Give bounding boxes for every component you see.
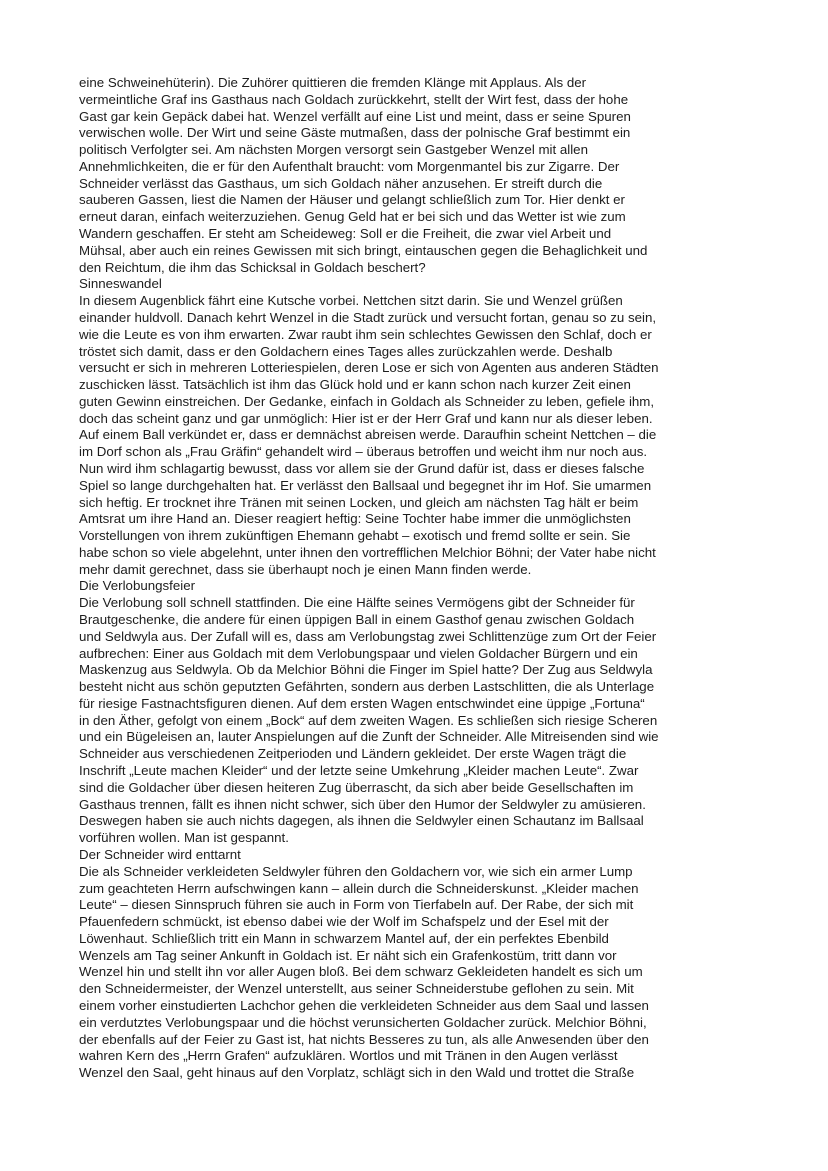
text-line: wahren Kern des „Herrn Grafen“ aufzuklären. Wortlos und mit Tränen in den Augen verlässt	[79, 1048, 618, 1064]
text-line: vermeintliche Graf ins Gasthaus nach Goldach zurückkehrt, stellt der Wirt fest, dass der hohe	[79, 91, 629, 107]
text-line: zuschicken lässt. Tatsächlich ist ihm das Glück hold und er kann schon nach kurzer Zeit einen	[79, 377, 631, 393]
text-line: doch das scheint ganz und gar unmöglich: Hier ist er der Herr Graf und kann nur als dieser leben.	[79, 410, 653, 426]
paragraph	[79, 864, 779, 1082]
text-line: Gast gar kein Gepäck dabei hat. Wenzel verfällt auf eine List und meint, dass er seine Spuren	[79, 108, 631, 124]
text-line: mehr damit gerechnet, dass sie überhaupt noch je einen Mann finden werde.	[79, 561, 532, 577]
text-line: Amtsrat um ihre Hand an. Dieser reagiert heftig: Seine Tochter habe immer die unmöglichsten	[79, 511, 631, 527]
text-line: Wenzels am Tag seiner Ankunft in Goldach ist. Er näht sich ein Grafenkostüm, tritt dann vor	[79, 947, 617, 963]
text-line: und ein Bügeleisen an, lauter Anspielungen auf die Zunft der Schneider. Alle Mitreisenden sind wie	[79, 729, 659, 745]
text-line: Die Verlobung soll schnell stattfinden. Die eine Hälfte seines Vermögens gibt der Schneider für	[79, 595, 635, 611]
text-line: einander huldvoll. Danach kehrt Wenzel in die Stadt zurück und versucht fortan, genau so zu sein,	[79, 309, 657, 325]
text-line: Vorstellungen von ihrem zukünftigen Ehemann gehabt – exotisch und fremd sollte er sein. Sie	[79, 528, 631, 544]
text-line: ein verdutztes Verlobungspaar und die höchst verunsicherten Goldacher zurück. Melchior Böhni,	[79, 1014, 647, 1030]
text-line: sind die Goldacher über diesen heiteren Zug überrascht, da sich aber beide Gesellschaften im	[79, 779, 634, 795]
text-line: Deswegen haben sie auch nichts dagegen, als ihnen die Seldwyler einen Schautanz im Ballsaal	[79, 813, 644, 829]
text-line: Wenzel hin und stellt ihn vor aller Augen bloß. Bei dem schwarz Gekleideten handelt es sich um	[79, 964, 643, 980]
section-heading	[79, 578, 779, 595]
text-line: Leute“ – diesen Sinnspruch führen sie auch in Form von Tierfabeln auf. Der Rabe, der sich mit	[79, 897, 634, 913]
text-line: Wandern geschaffen. Er steht am Scheideweg: Soll er die Freiheit, die zwar viel Arbeit und	[79, 226, 612, 242]
paragraph	[79, 75, 779, 276]
text-line: der ebenfalls auf der Feier zu Gast ist, hat nichts Besseres zu tun, als alle Anwesenden über den	[79, 1031, 649, 1047]
section-heading-text: Die Verlobungsfeier	[79, 578, 196, 594]
text-line: In diesem Augenblick fährt eine Kutsche vorbei. Nettchen sitzt darin. Sie und Wenzel grüßen	[79, 293, 623, 309]
text-line: sich heftig. Er trocknet ihre Tränen mit seinen Locken, und gleich am nächsten Tag hält er beim	[79, 494, 639, 510]
text-line: Auf einem Ball verkündet er, dass er demnächst abreisen werde. Daraufhin scheint Nettchen – die	[79, 427, 657, 443]
text-line: Inschrift „Leute machen Kleider“ und der letzte seine Umkehrung „Kleider machen Leute“. Zwar	[79, 763, 639, 779]
text-line: versucht er sich in mehreren Lotteriespielen, deren Lose er sich von Agenten aus anderen Städten	[79, 360, 659, 376]
text-line: habe schon so viele abgelehnt, unter ihnen den vortrefflichen Melchior Böhni; der Vater habe nicht	[79, 544, 656, 560]
text-line: Annehmlichkeiten, die er für den Aufenthalt braucht: vom Morgenmantel bis zur Zigarre. Der	[79, 158, 620, 174]
text-line: für riesige Fastnachtsfiguren dienen. Auf dem ersten Wagen entschwindet eine üppige „Fortuna“	[79, 695, 645, 711]
text-line: in den Äther, gefolgt von einem „Bock“ auf dem zweiten Wagen. Es schließen sich riesige Scheren	[79, 712, 658, 728]
text-line: Mühsal, aber auch ein reines Gewissen mit sich bringt, eintauschen gegen die Behaglichkeit und	[79, 242, 648, 258]
text-line: besteht nicht aus schön geputzten Gefährten, sondern aus derben Lastschlitten, die als Unterlage	[79, 679, 655, 695]
text-line: den Reichtum, die ihm das Schicksal in Goldach beschert?	[79, 259, 426, 275]
text-line: und Seldwyla aus. Der Zufall will es, dass am Verlobungstag zwei Schlittenzüge zum Ort der Feier	[79, 628, 657, 644]
text-line: Schneider verlässt das Gasthaus, um sich Goldach näher anzusehen. Er streift durch die	[79, 175, 603, 191]
text-line: eine Schweinehüterin). Die Zuhörer quittieren die fremden Klänge mit Applaus. Als der	[79, 75, 587, 90]
text-line: im Dorf schon als „Frau Gräfin“ gehandelt wird – überaus betroffen und weicht ihm nur noch aus.	[79, 444, 648, 460]
text-line: guten Gewinn einstreichen. Der Gedanke, einfach in Goldach als Schneider zu leben, gefiele ihm,	[79, 393, 655, 409]
text-line: Löwenhaut. Schließlich tritt ein Mann in schwarzem Mantel auf, der ein perfektes Ebenbild	[79, 930, 609, 946]
section-heading	[79, 847, 779, 864]
text-line: den Schneidermeister, der Wenzel unterstellt, aus seiner Schneiderstube geflohen zu sein. Mit	[79, 981, 634, 997]
text-line: erneut daran, einfach weiterzuziehen. Genug Geld hat er bei sich und das Wetter ist wie zum	[79, 209, 626, 225]
text-line: wie die Leute es von ihm erwarten. Zwar raubt ihm sein schlechtes Gewissen den Schlaf, doch er	[79, 326, 652, 342]
text-line: Maskenzug aus Seldwyla. Ob da Melchior Böhni die Finger im Spiel hatte? Der Zug aus Seldwyla	[79, 662, 653, 678]
paragraph	[79, 293, 779, 578]
text-line: aufbrechen: Einer aus Goldach mit dem Verlobungspaar und vielen Goldacher Bürgern und ein	[79, 645, 638, 661]
section-heading-text: Sinneswandel	[79, 276, 162, 292]
text-line: politisch Verfolgter sei. Am nächsten Morgen versorgt sein Gastgeber Wenzel mit allen	[79, 142, 588, 158]
text-line: verwischen wolle. Der Wirt und seine Gäste mutmaßen, dass der polnische Graf bestimmt ein	[79, 125, 631, 141]
text-line: Wenzel den Saal, geht hinaus auf den Vorplatz, schlägt sich in den Wald und trottet die Straße	[79, 1065, 635, 1081]
document-text	[79, 75, 779, 1082]
text-line: Nun wird ihm schlagartig bewusst, dass vor allem sie der Grund dafür ist, dass er dieses falsche	[79, 460, 645, 476]
text-line: Gasthaus trennen, fällt es ihnen nicht schwer, sich über den Humor der Seldwyler zu amüsieren.	[79, 796, 646, 812]
section-heading	[79, 276, 779, 293]
section-heading-text: Der Schneider wird enttarnt	[79, 846, 241, 862]
text-line: Die als Schneider verkleideten Seldwyler führen den Goldachern vor, wie sich ein armer Lump	[79, 863, 633, 879]
text-line: Schneider aus verschiedenen Zeitperioden und Ländern gekleidet. Der erste Wagen trägt die	[79, 746, 627, 762]
text-line: Pfauenfedern schmückt, ist ebenso dabei wie der Wolf im Schafspelz und der Esel mit der	[79, 914, 609, 930]
text-line: einem vorher einstudierten Lachchor gehen die verkleideten Schneider aus dem Saal und lassen	[79, 997, 649, 1013]
text-line: sauberen Gassen, liest die Namen der Häuser und gelangt schließlich zum Tor. Hier denkt er	[79, 192, 625, 208]
text-line: zum geachteten Herrn aufschwingen kann – allein durch die Schneiderskunst. „Kleider machen	[79, 880, 639, 896]
paragraph	[79, 595, 779, 847]
text-line: Spiel so lange durchgehalten hat. Er verlässt den Ballsaal und begegnet ihr im Hof. Sie umarmen	[79, 477, 652, 493]
text-line: tröstet sich damit, dass er den Goldachern eines Tages alles zurückzahlen werde. Deshalb	[79, 343, 613, 359]
text-line: vorführen wollen. Man ist gespannt.	[79, 830, 289, 846]
text-line: Brautgeschenke, die andere für einen üppigen Ball in einem Gasthof genau zwischen Goldach	[79, 612, 635, 627]
